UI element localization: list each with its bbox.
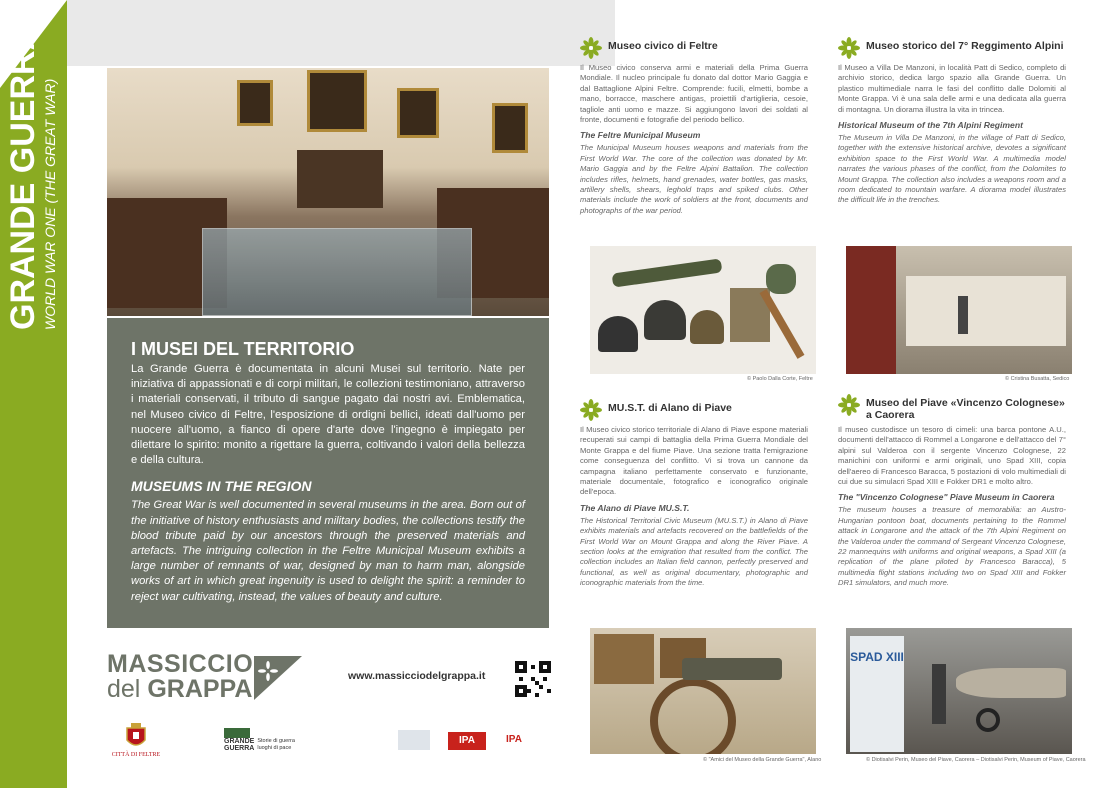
museum-text-it: Il Museo a Villa De Manzoni, in località Patt di Sedico, completo di archivio storico, dedica largo spazio alla Grande Guerra. Un plastico multimediale narra le fasi del conflitto dalle Dolomiti al Monte Grappa. Vi è una sala delle armi e una dedicata alla guerra di montagna. Un diorama illustra la vita in trincea. xyxy=(838,63,1066,114)
museum-feltre xyxy=(580,40,808,216)
mannequin xyxy=(932,664,946,724)
must-photo-credit: © "Amici del Museo della Grande Guerra", Alano xyxy=(703,757,822,763)
intro-title-en: MUSEUMS IN THE REGION xyxy=(131,478,312,495)
intro-text-it: La Grande Guerra è documentata in alcuni Musei sul territorio. Nate per iniziativa di appassionati e di corpi militari, le collezioni testimoniano, attraverso i materiali conservati, il tributo di sangue pagato dai nostri avi. Emblematica, nel Museo civico di Feltre, l'esposizione di ordigni bellici, ideati dall'uomo per nuocere all'uomo, a fianco di opere d'arte dove l'ingegno è impiegato per dilettare lo spirito: monito a rigettare la guerra, coltivando i valori della bellezza e della cultura. xyxy=(131,363,525,467)
red-wall xyxy=(846,246,896,374)
ipa-prealpi-logo: IPA xyxy=(506,734,522,745)
flower-icon xyxy=(580,399,602,421)
plane-wheel xyxy=(976,708,1000,732)
spad-banner-text: SPAD XIII xyxy=(850,650,904,664)
museum-text-en: The Museum in Villa De Manzoni, in the village of Patt di Sedico, together with the extensive historical archive, devotes a significant exhibition space to the First World War. A multimedia model narrates the various phases of the conflict, from the Dolomites to Mount Grappa. The collection also includes a weapons room and a room dedicated to mountain warfare. A diorama model illustrates the difficult life in the trenches. xyxy=(838,133,1066,205)
intro-text-en: The Great War is well documented in several museums in the area. Born out of the initiative of history enthusiasts and military bodies, the collections testify the blood tribute paid by our ancestors through the preserved materials and artefacts. The intriguing collection in the Feltre Municipal Museum exhibits a large number of remnants of war, designed by man to harm man, alongside works of art in which great ingenuity is used to delight the spirit: a reminder to reject war cultivating, instead, the values of beauty and culture. xyxy=(131,499,525,603)
painting xyxy=(492,103,528,153)
helmet xyxy=(598,316,638,352)
brand-line2 xyxy=(107,676,253,702)
brand-line2b: GRAPPA xyxy=(147,675,253,703)
piave-photo-credit: © Diotisalvi Perin, Museo del Piave, Caorera – Diotisalvi Perin, Museum of Piave, Caorera xyxy=(866,757,1086,763)
visitor xyxy=(958,296,968,334)
brand-line1: MASSICCIO xyxy=(107,650,254,678)
cannon-barrel xyxy=(682,658,782,680)
grappa-logo-icon xyxy=(254,656,302,700)
water-bottle xyxy=(766,264,796,294)
museum-title-en: The "Vincenzo Colognese" Piave Museum in Caorera xyxy=(838,492,1055,503)
gg-logo-word2: GUERRA xyxy=(224,745,255,752)
massiccio-logo xyxy=(107,652,253,702)
museum-title: Museo civico di Feltre xyxy=(608,40,718,52)
museum-must xyxy=(580,402,808,589)
painting xyxy=(307,70,367,132)
piave-spad-photo xyxy=(846,628,1072,754)
museum-text-en: The museum houses a treasure of memorabilia: an Austro-Hungarian pontoon boat, documents pertaining to the Rommel attack in Longarone and the attack of the 7th Alpini Regiment on the Valderoa under the command of Sergeant Vincenzo Colognese, 22 mannequins with uniforms and original weapons, a Spad XIII (a replication of the plane piloted by Francesco Baracca), 5 multimedia flight stations including two on Spad XIII and Fokker DR1 simulators, and much more. xyxy=(838,505,1066,588)
top-grey-area xyxy=(67,0,615,66)
helmet xyxy=(690,310,724,344)
museum-text-en: The Municipal Museum houses weapons and materials from the First World War. The core of the collection was donated by Mr. Mario Gaggia and by the Feltre Alpini Battalion. The collection includes rifles, helmets, hand grenades, water bottles, gas masks, artillery shells, shears, leghold traps and spiked clubs. Other materials include the work of soldiers at the front, documents and photographs of the war period. xyxy=(580,143,808,215)
artifact xyxy=(612,258,723,287)
museum-text-it: Il Museo civico conserva armi e materiali della Prima Guerra Mondiale. Il nucleo principale fu donato dal dottor Mario Gaggia e dal Battaglione Alpini Feltre. Comprende: fucili, elmetti, bombe a mano, borracce, maschere antigas, proiettili d'artiglieria, cesoie, tagliole anti uomo e mazze. Si aggiungono lavori dei soldati al fronte, documenti e fotografie del periodo bellico. xyxy=(580,63,808,125)
alpini-photo-credit: © Cristina Busatta, Sedico xyxy=(1005,376,1070,382)
main-museum-photo xyxy=(107,68,549,316)
gg-logo-text xyxy=(224,738,254,752)
painting xyxy=(237,80,273,126)
side-subtitle: WORLD WAR ONE (THE GREAT WAR) xyxy=(42,78,58,330)
partner-logo xyxy=(398,730,430,750)
flower-icon xyxy=(838,394,860,416)
intro-panel xyxy=(107,318,549,628)
glass-display-case xyxy=(202,228,472,316)
vertical-title xyxy=(6,26,58,330)
feltre-artifacts-photo xyxy=(590,246,816,374)
qr-code-icon[interactable] xyxy=(515,661,551,697)
intro-title-it: I MUSEI DEL TERRITORIO xyxy=(131,339,355,359)
flower-icon xyxy=(838,37,860,59)
spad-plane xyxy=(956,668,1066,698)
museum-alpini xyxy=(838,40,1066,206)
cabinet xyxy=(297,150,383,208)
gg-logo-word1: GRANDE xyxy=(224,738,255,745)
museum-title: MU.S.T. di Alano di Piave xyxy=(608,402,732,414)
flower-icon xyxy=(580,37,602,59)
feltre-logo-text: CITTÀ DI FELTRE xyxy=(111,752,161,758)
museum-title-en: The Alano di Piave MU.S.T. xyxy=(580,502,690,513)
museum-title: Museo del Piave «Vincenzo Colognese» a Caorera xyxy=(866,397,1065,421)
feltre-photo-credit: © Paolo Dalla Corte, Feltre xyxy=(747,376,813,382)
museum-title-en: The Feltre Municipal Museum xyxy=(580,130,701,141)
painting xyxy=(397,88,439,138)
brand-line2a: del xyxy=(107,675,148,703)
must-cannon-photo xyxy=(590,628,816,754)
website-link[interactable]: www.massicciodelgrappa.it xyxy=(348,670,486,682)
museum-text-en: The Historical Territorial Civic Museum (MU.S.T.) in Alano di Piave exhibits materials and artefacts recovered on the battlefields of the First World War on Mount Grappa and along the River Piave. A section looks at the emigration that resulted from the conflict. The collection includes an Italian field cannon, perfectly preserved and functional, as well as original documentary, photographic and iconographic materials from the time. xyxy=(580,515,808,588)
museum-title: Museo storico del 7° Reggimento Alpini xyxy=(866,40,1064,52)
museum-piave xyxy=(838,397,1066,589)
museum-text-it: Il Museo civico storico territoriale di Alano di Piave espone materiali recuperati sui campi di battaglia della Prima Guerra Mondiale del Monte Grappa e del fiume Piave. Una sezione tratta l'emigrazione come conseguenza del conflitto. Vi si trova un cannone da campagna italiano perfettamente conservato e funzionante, materiale documentale, fotografico e iconografico originale dell'epoca. xyxy=(580,425,808,497)
feltre-crest-icon xyxy=(125,722,147,750)
ipa-logo: IPA xyxy=(448,732,486,750)
gg-logo-bar xyxy=(224,728,250,738)
side-title: GRANDE GUERRA xyxy=(4,25,42,330)
display-shelf xyxy=(594,634,654,684)
museum-text-it: Il museo custodisce un tesoro di cimeli: una barca pontone A.U., documenti dell'attacco di Rommel a Longarone e dell'attacco del 7° alpini sul Valderoa con il sergente Vincenzo Colognese, 22 manichini con uniformi e armi originali, uno Spad XIII, copia dell'aereo di Francesco Baracca, 5 postazioni di volo multimediali di cui due su simulacri Spad XIII e Fokker DR1 e molto altro. xyxy=(838,425,1066,487)
helmet xyxy=(644,300,686,340)
alpini-museum-photo xyxy=(846,246,1072,374)
feltre-logo xyxy=(106,722,166,758)
exhibit-room xyxy=(906,276,1066,346)
gg-logo-tagline: Storie di guerra luoghi di pace xyxy=(257,738,295,751)
spad-banner xyxy=(850,636,904,752)
museum-title-en: Historical Museum of the 7th Alpini Regiment xyxy=(838,120,1023,131)
cannon-wheel xyxy=(650,678,736,754)
grande-guerra-logo xyxy=(224,728,304,752)
